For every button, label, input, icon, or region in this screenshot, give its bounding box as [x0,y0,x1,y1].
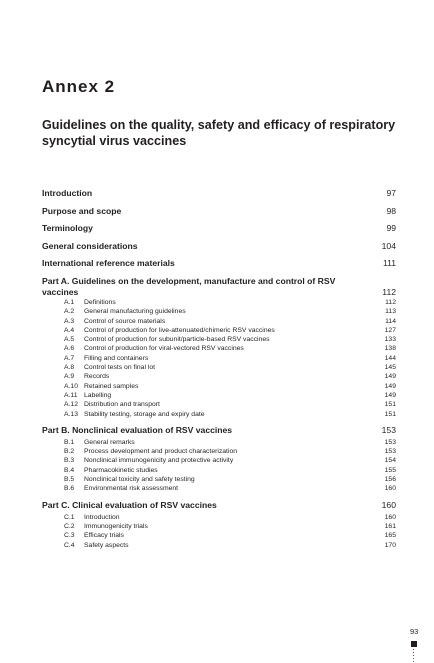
toc-entry-part-a[interactable] [42,276,396,298]
toc-subentry[interactable] [42,354,396,363]
toc-subentry-number: A.5 [64,336,75,344]
toc-subentry[interactable] [42,484,396,493]
toc-subentry-label [42,326,396,335]
page-marker-dots [413,649,414,663]
toc-subentry-page: 133 [384,336,396,344]
toc-subentry-text: Nonclinical toxicity and safety testing [84,476,195,484]
toc-subentry-page: 151 [384,401,396,409]
toc-subentry[interactable] [42,344,396,353]
toc-subentry-label [42,522,396,531]
toc-entry-label: Purpose and scope [42,205,122,216]
toc-subentry[interactable] [42,456,396,465]
toc-subentry[interactable] [42,307,396,316]
toc-subentry-page: 151 [384,410,396,418]
toc-subentry-label [42,382,396,391]
toc-subentry-page: 113 [385,308,396,316]
toc-subentry-label [42,391,396,400]
toc-subentry-page: 149 [384,382,396,390]
toc-subentry-number: B.1 [64,438,75,446]
toc-entry-label: Part A. Guidelines on the development, manufacture and control of RSV vaccines [42,275,336,297]
toc-subentry[interactable] [42,522,396,531]
toc-subentry-label [42,531,396,540]
toc-entry-label: International reference materials [42,258,175,269]
toc-subentry[interactable] [42,400,396,409]
toc-entry-general-considerations[interactable] [42,241,396,252]
toc-subentry-page: 156 [384,476,396,484]
toc-subentry-number: A.13 [64,410,78,418]
toc-subentry[interactable] [42,531,396,540]
page-number: 93 [410,627,419,636]
toc-subentry-text: Retained samples [84,382,139,390]
toc-subentry-page: 153 [384,438,396,446]
toc-entry-page: 98 [386,205,396,216]
toc-subentry-page: 144 [384,354,396,362]
toc-subentry-number: B.3 [64,457,75,465]
toc-subentry-number: A.12 [64,401,78,409]
toc-entry-part-b[interactable] [42,425,396,436]
toc-subentry-number: A.9 [64,373,75,381]
toc-subentry[interactable] [42,410,396,419]
annex-heading: Annex 2 [42,77,116,96]
toc-subentry-text: Pharmacokinetic studies [84,466,158,474]
toc-subentry-page: 153 [384,448,396,456]
toc-subentry-number: A.1 [64,298,75,306]
toc-subentry-label [42,456,396,465]
toc-subentry-label [42,475,396,484]
toc-entry-reference-materials[interactable] [42,258,396,269]
toc-subentry-page: 138 [384,345,396,353]
toc-subentry-page: 149 [384,391,396,399]
toc-subentry-text: Environmental risk assessment [84,485,179,493]
toc-subentry-label [42,513,396,522]
toc-subentry-text: Labelling [84,391,112,399]
toc-subentry-number: A.3 [64,317,75,325]
toc-subentry-page: 155 [384,466,396,474]
toc-subentry-number: B.6 [64,485,75,493]
toc-subentry-label [42,307,396,316]
toc-subentry-number: B.4 [64,466,75,474]
toc-subentry[interactable] [42,317,396,326]
toc-subentry[interactable] [42,475,396,484]
toc-subentry[interactable] [42,298,396,307]
toc-subentry-text: Control of production for viral-vectored RSV vaccines [84,345,244,353]
toc-subentry-label [42,466,396,475]
toc-entry-terminology[interactable] [42,223,396,234]
toc-subentry-number: A.8 [64,364,75,372]
toc-subentry-number: A.6 [64,345,75,353]
toc-subentry-text: Filling and containers [84,354,149,362]
toc-subentry[interactable] [42,391,396,400]
toc-subentry-text: Control of production for live-attenuated/chimeric RSV vaccines [84,326,275,334]
toc-subentry-text: General manufacturing guidelines [84,308,186,316]
toc-subentry[interactable] [42,513,396,522]
toc-entry-page: 160 [381,499,396,510]
toc-entry-page: 104 [381,240,396,251]
toc-entry-page: 99 [386,223,396,234]
toc-entry-page: 97 [386,188,396,198]
toc-subentry-text: Control tests on final lot [84,364,156,372]
toc-subentry-text: General remarks [84,438,135,446]
toc-subentry-page: 112 [385,298,396,306]
toc-entry-purpose[interactable] [42,206,396,217]
toc-subentry-label [42,541,396,550]
toc-subentry-label [42,363,396,372]
toc-entry-introduction[interactable] [42,188,396,199]
toc-entry-label: Terminology [42,223,93,234]
toc-subentry-number: A.7 [64,354,75,362]
toc-subentry-number: C.4 [64,541,75,549]
toc-entry-page: 111 [382,258,396,269]
toc-subentry[interactable] [42,372,396,381]
toc-subentry-label [42,484,396,493]
toc-subentry-text: Distribution and transport [84,401,160,409]
toc-subentry-text: Stability testing, storage and expiry date [84,410,205,418]
toc-subentry-label [42,344,396,353]
toc-entry-part-c[interactable] [42,500,396,511]
toc-subentry[interactable] [42,466,396,475]
toc-subentry[interactable] [42,335,396,344]
toc-subentry-number: C.1 [64,513,75,521]
toc-subentry-page: 170 [384,541,396,549]
toc-entry-page: 112 [382,286,396,297]
toc-subentry[interactable] [42,326,396,335]
toc-subentry[interactable] [42,382,396,391]
toc-subentry-page: 127 [384,326,396,334]
toc-subentry-text: Control of production for subunit/particle-based RSV vaccines [84,336,270,344]
toc-subentry-text: Immunogenicity trials [84,522,148,530]
toc-subentry-page: 160 [384,485,396,493]
toc-subentry-page: 149 [384,373,396,381]
toc-subentry-page: 114 [385,317,396,325]
toc-subentry-number: A.4 [64,326,75,334]
toc-subentry-text: Efficacy trials [84,532,124,540]
toc-subentry[interactable] [42,363,396,372]
toc-subentry-text: Process development and product characterization [84,448,238,456]
toc-entry-label: Introduction [42,188,93,198]
toc-subentry-label [42,447,396,456]
toc-subentry-text: Safety aspects [84,541,129,549]
toc-subentry-page: 160 [384,513,396,521]
toc-subentry-text: Nonclinical immunogenicity and protective activity [84,457,234,465]
toc-subentry-label [42,372,396,381]
toc-subentry-page: 161 [384,522,396,530]
toc-subentry-page: 154 [384,457,396,465]
toc-entry-label: General considerations [42,240,138,251]
toc-subentry-label [42,438,396,447]
toc-subentry-number: A.11 [64,391,78,399]
toc-subentry[interactable] [42,541,396,550]
toc-subentry-label [42,335,396,344]
toc-entry-label: Part B. Nonclinical evaluation of RSV vaccines [42,424,233,435]
table-of-contents [42,188,396,550]
toc-subentry-number: A.10 [64,382,78,390]
toc-subentry-text: Definitions [84,298,116,306]
toc-subentry-number: C.2 [64,522,75,530]
toc-subentry-number: B.2 [64,448,75,456]
toc-entry-page: 153 [381,424,396,435]
toc-entry-label: Part C. Clinical evaluation of RSV vaccines [42,499,217,510]
toc-subentry-text: Control of source materials [84,317,166,325]
toc-subentry-page: 145 [384,364,396,372]
toc-subentry-page: 165 [384,532,396,540]
toc-subentry-text: Records [84,373,110,381]
toc-subentry-label [42,298,396,307]
document-title: Guidelines on the quality, safety and efficacy of respiratory syncytial virus vaccines [42,118,396,148]
toc-subentry[interactable] [42,447,396,456]
toc-subentry-text: Introduction [84,513,120,521]
toc-subentry-number: C.3 [64,532,75,540]
toc-subentry-label [42,354,396,363]
toc-subentry-label [42,317,396,326]
toc-subentry[interactable] [42,438,396,447]
toc-subentry-number: B.5 [64,476,75,484]
page-marker-square [411,641,417,647]
toc-subentry-label [42,400,396,409]
toc-subentry-number: A.2 [64,308,75,316]
toc-subentry-label [42,410,396,419]
